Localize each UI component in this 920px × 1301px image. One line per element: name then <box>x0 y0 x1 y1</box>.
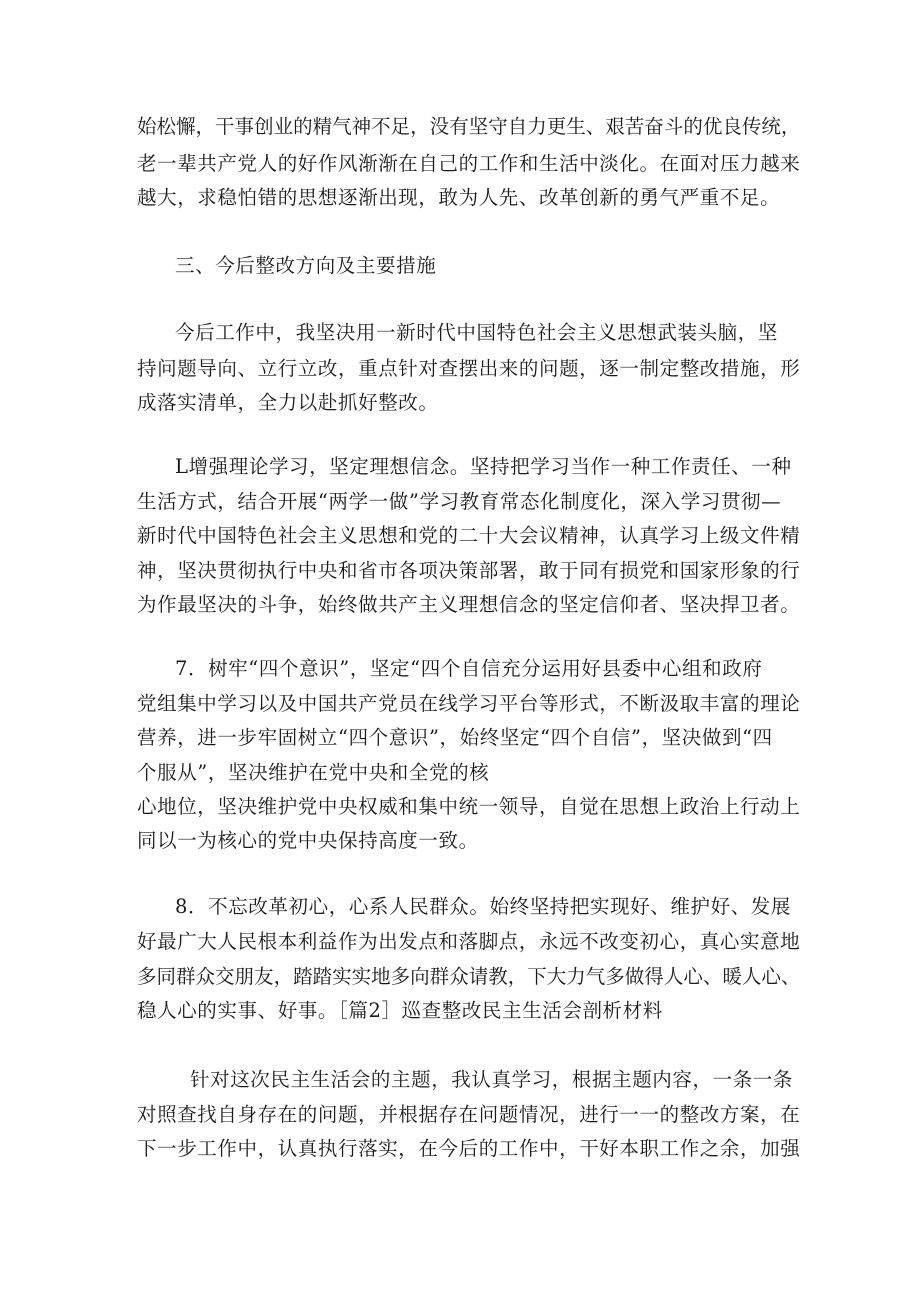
text-line: 今后工作中，我坚决用一新时代中国特色社会主义思想武装头脑，坚 <box>175 321 779 344</box>
text-line: 越大，求稳怕错的思想逐渐出现，敢为人先、改革创新的勇气严重不足。 <box>137 186 781 209</box>
text-line: L增强理论学习，坚定理想信念。坚持把学习当作一种工作责任、一种 <box>175 455 792 478</box>
text-line: 党组集中学习以及中国共产党员在线学习平台等形式，不断汲取丰富的理论 <box>137 692 801 715</box>
text-line: 个服从”，坚决维护在党中央和全党的核 <box>137 761 490 784</box>
text-line: 好最广大人民根本利益作为出发点和落脚点，永远不改变初心，真心实意地 <box>137 930 801 953</box>
text-line: 新时代中国特色社会主义思想和党的二十大会议精神，认真学习上级文件精 <box>137 524 801 547</box>
text-line: 始松懈，干事创业的精气神不足，没有坚守自力更生、艰苦奋斗的优良传统， <box>137 115 801 138</box>
text-line: 7．树牢“四个意识”，坚定“四个自信充分运用好县委中心组和政府 <box>175 657 763 680</box>
text-line: 生活方式，结合开展“两学一做”学习教育常态化制度化，深入学习贯彻— <box>137 490 782 513</box>
text-line: 营养，进一步牢固树立“四个意识”，始终坚定“四个自信”，坚决做到“四 <box>137 726 773 749</box>
text-line: 心地位，坚决维护党中央权威和集中统一领导，自觉在思想上政治上行动上 <box>137 795 801 818</box>
heading-text: 三、今后整改方向及主要措施 <box>175 254 437 277</box>
text-line: 多同群众交朋友，踏踏实实地多向群众请教，下大力气多做得人心、暖人心、 <box>137 965 801 988</box>
text-line: 同以一为核心的党中央保持高度一致。 <box>137 829 479 852</box>
text-line: 8．不忘改革初心，心系人民群众。始终坚持把实现好、维护好、发展 <box>175 895 792 918</box>
text-line: 成落实清单，全力以赴抓好整改。 <box>137 391 439 414</box>
text-line: 对照查找自身存在的问题，并根据存在问题情况，进行一一的整改方案，在 <box>137 1103 801 1126</box>
text-line: 为作最坚决的斗争，始终做共产主义理想信念的坚定信仰者、坚决捍卫者。 <box>137 593 801 616</box>
text-line: 下一步工作中，认真执行落实，在今后的工作中，干好本职工作之余，加强 <box>137 1137 801 1160</box>
text-line: 稳人心的实事、好事。［篇2］巡查整改民主生活会剖析材料 <box>137 999 663 1022</box>
text-line: 持问题导向、立行立改，重点针对查摆出来的问题，逐一制定整改措施，形 <box>137 357 801 380</box>
text-line: 老一辈共产党人的好作风渐渐在自己的工作和生活中淡化。在面对压力越来 <box>137 152 801 175</box>
text-line: 针对这次民主生活会的主题，我认真学习，根据主题内容，一条一条 <box>190 1068 794 1091</box>
text-line: 神，坚决贯彻执行中央和省市各项决策部署，敢于同有损党和国家形象的行 <box>137 559 801 582</box>
